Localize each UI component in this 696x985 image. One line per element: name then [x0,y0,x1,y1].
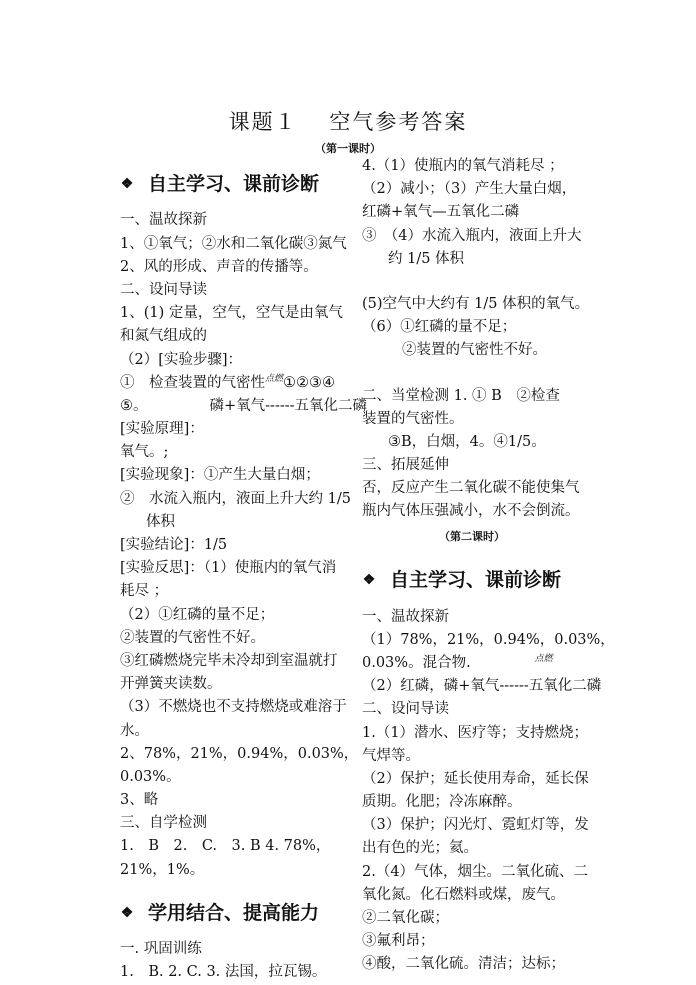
text-line: 约 1/5 体积 [388,250,465,267]
text-line: [实验结论]：1/5 [120,537,228,554]
reaction-equation: 磷+氧气------五氧化二磷 [443,678,602,695]
left-column [120,163,368,985]
text-line: ②二氧化碳； [362,910,449,927]
text-line: 开弹簧夹读数。 [120,676,222,693]
reaction-equation: 磷+氧气------五氧化二磷 [209,397,368,414]
text-line: 和氮气组成的 [120,328,207,345]
text-fragment: ⑤。 [120,397,148,414]
diamond-bullet-icon: ❖ [362,572,376,589]
text-line [120,372,358,395]
text-line: 4.（1）使瓶内的氧气消耗尽 ； [362,158,564,174]
text-line: 一、温故探新 [362,608,449,625]
text-line: 水。 [120,722,149,739]
text-line: 2、78%，21%，0.94%，0.03%， [120,745,359,762]
text-line: [实验现象]：①产生大量白烟； [120,467,320,484]
text-fragment: ①②③④ [283,374,336,391]
text-line: （2）[实验步骤]： [120,351,243,368]
text-line: （1）78%，21%，0.94%，0.03%， [362,631,615,648]
text-line: 二、当堂检测 1. ① B ②检查 [362,387,560,404]
text-line: 氧化氮。化石燃料或煤，废气。 [362,886,565,903]
text-line: 装置的气密性。 [362,410,464,427]
lesson-1-label: （第一课时） [315,142,381,155]
text-line: 21%，1%。 [120,861,205,878]
text-line: ③红磷燃烧完毕未冷却到室温就打 [120,652,338,669]
text-line: 1、(1) 定量，空气，空气是由氧气 [120,305,343,322]
heading-text: 自主学习、课前诊断 [390,569,562,592]
text-line: 3、略 [120,792,159,809]
text-line: 氧气。; [120,444,169,461]
page-title: 课题１ 空气参考答案 [228,110,468,134]
text-line: 气焊等。 [362,747,420,764]
text-line: ③B，白烟，4。④1/5。 [388,433,546,450]
text-line: （3）不燃烧也不支持燃烧或难溶于 [120,699,347,716]
section-heading [120,898,358,928]
text-line: 一、温故探新 [120,212,207,229]
diamond-bullet-icon: ❖ [120,904,134,921]
text-line: 二、设问导读 [120,281,207,298]
text-line: （2）①红磷的量不足； [120,606,275,623]
text-line: 红磷+氧气—五氧化二磷 [362,204,520,221]
text-line: 1.（1）潜水、医疗等；支持燃烧； [362,724,589,741]
text-line: 0.03%。 [120,768,181,785]
text-line: 2.（4）气体，烟尘。二氧化硫、二 [362,863,589,880]
text-line: 否，反应产生二氧化碳不能使集气 [362,480,580,497]
text-line: 质期。化肥；冷冻麻醉。 [362,794,522,811]
text-line: (5)空气中大约有 1/5 体积的氧气。 [362,295,590,312]
heading-text: 自主学习、课前诊断 [148,173,320,195]
text-line: [实验反思]：（1）使瓶内的氧气消 [120,560,337,577]
text-line: 三、自学检测 [120,815,207,832]
ignite-label: 点燃 [534,653,553,664]
text-line: 体积 [146,513,175,530]
text-line: ③氟利昂； [362,933,435,950]
text-fragment: ① 检查装置的气密性 [120,374,265,391]
text-line: ②装置的气密性不好。 [402,342,547,359]
diamond-bullet-icon: ❖ [120,176,134,192]
text-line: [实验原理]： [120,421,204,438]
text-line: （2）减小；（3）产生大量白烟， [362,181,577,198]
text-line: 耗尽 ； [120,583,169,600]
heading-text: 学用结合、提高能力 [148,901,320,924]
text-line: 1. B. 2. C. 3. 法国，拉瓦锡。 [120,964,327,981]
text-line [362,675,602,698]
text-line [362,652,582,675]
text-line: 出有色的光；氦。 [362,840,478,857]
text-line: ②装置的气密性不好。 [120,629,265,646]
text-fragment: 0.03%。混合物. [362,654,471,671]
text-line: （6）①红磷的量不足； [362,319,517,336]
text-line: （3）保护；闪光灯、霓虹灯等，发 [362,817,589,834]
text-line [120,395,368,418]
section-heading [362,565,582,595]
text-line: ③ （4）水流入瓶内，液面上升大 [362,227,582,244]
text-line: 二、设问导读 [362,701,449,718]
text-line: ④酸，二氧化硫。清洁；达标； [362,956,565,973]
text-line: ② 水流入瓶内，液面上升大约 1/5 [120,490,351,507]
text-line: 2、风的形成、声音的传播等。 [120,258,318,275]
lesson-2-label: （第二课时） [439,529,505,543]
section-heading [120,169,358,199]
text-line: （2）保护；延长使用寿命，延长保 [362,770,589,787]
text-line: 瓶内气体压强减小，水不会倒流。 [362,503,580,520]
right-column [362,155,615,977]
text-line: 1. B 2. C. 3. B 4. 78%， [120,838,331,855]
text-line: 一. 巩固训练 [120,941,202,958]
ignite-label: 点燃 [265,373,284,384]
text-line: 1、①氧气；②水和二氧化碳③氮气 [120,235,347,252]
text-fragment: （2）红磷， [362,678,444,695]
text-line: 三、拓展延伸 [362,457,449,474]
